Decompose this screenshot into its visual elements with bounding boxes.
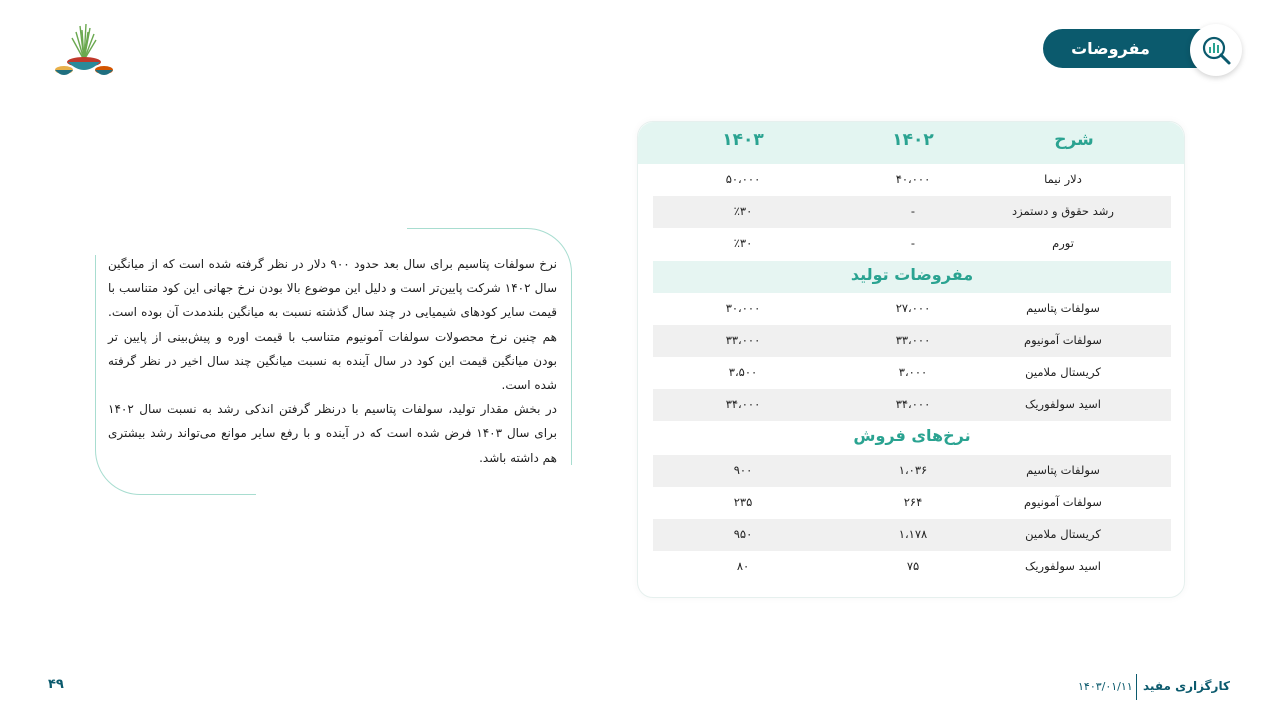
value-1403: ۲۳۵ [733, 495, 753, 509]
table-row [653, 325, 1171, 357]
table-row [653, 389, 1171, 421]
value-1403: ٪۳۰ [733, 236, 753, 250]
value-1402: ۳،۰۰۰ [898, 365, 928, 379]
data-search-icon [1190, 24, 1242, 76]
row-label: دلار نیما [1044, 172, 1082, 186]
assumptions-table [637, 121, 1185, 598]
value-1402: ۷۵ [906, 559, 920, 573]
value-1403: ۵۰،۰۰۰ [725, 172, 761, 186]
production-section-title: مفروضات تولید [850, 265, 974, 284]
header-label: شرح [1054, 130, 1094, 150]
paragraph-production: در بخش مقدار تولید، سولفات پتاسیم با درنظر گرفتن اندکی رشد به نسبت سال ۱۴۰۲ برای سال ۱۴۰۳ فرض شده است که در آینده و با رفع سایر موانع می‌تواند رشد بیشتری هم داشته باشد. [108, 402, 557, 465]
table-row [653, 357, 1171, 389]
table-row [653, 455, 1171, 487]
row-label: اسید سولفوریک [1025, 559, 1101, 573]
table-row [653, 519, 1171, 551]
row-label: سولفات آمونیوم [1024, 495, 1102, 509]
sabzeh-decoration-icon [52, 20, 116, 82]
value-1403: ۹۰۰ [733, 463, 753, 477]
value-1402: ۴۰،۰۰۰ [895, 172, 931, 186]
value-1403: ۳۳،۰۰۰ [725, 333, 761, 347]
row-label: کریستال ملامین [1025, 365, 1101, 379]
sales-section-title: نرخ‌های فروش [853, 426, 971, 445]
table-row [653, 293, 1171, 325]
footer-date: ۱۴۰۳/۰۱/۱۱ [1078, 680, 1133, 693]
brand-name: کارگزاری مفید [1143, 679, 1230, 693]
section-row [653, 261, 1171, 293]
value-1402: ۲۶۴ [903, 495, 923, 509]
footer-divider [1136, 674, 1137, 700]
table-row [653, 551, 1171, 583]
row-label: سولفات پتاسیم [1026, 463, 1100, 477]
row-label: اسید سولفوریک [1025, 397, 1101, 411]
value-1402: ۲۷،۰۰۰ [895, 301, 931, 315]
row-label: سولفات پتاسیم [1026, 301, 1100, 315]
value-1402: - [910, 204, 916, 218]
value-1402: - [910, 236, 916, 250]
row-label: کریستال ملامین [1025, 527, 1101, 541]
value-1402: ۱،۱۷۸ [898, 527, 928, 541]
header-1402: ۱۴۰۲ [892, 130, 934, 150]
row-label: سولفات آمونیوم [1024, 333, 1102, 347]
row-label: رشد حقوق و دستمزد [1012, 204, 1114, 218]
value-1403: ۳۰،۰۰۰ [725, 301, 761, 315]
table-header [638, 122, 1184, 164]
assumptions-text [108, 252, 557, 470]
table-row [653, 196, 1171, 228]
value-1402: ۳۳،۰۰۰ [895, 333, 931, 347]
value-1403: ۹۵۰ [733, 527, 753, 541]
table-row [653, 164, 1171, 196]
paragraph-pricing: نرخ سولفات پتاسیم برای سال بعد حدود ۹۰۰ دلار در نظر گرفته شده است که از میانگین سال ۱۴۰۲ شرکت پایین‌تر است و دلیل این موضوع بالا بودن نرخ جهانی این کود متناسب با قیمت سایر کودهای شیمیایی در چند سال گذشته نسبت به میانگین بلندمدت آن بوده است. هم چنین نرخ محصولات سولفات آمونیوم متناسب با قیمت اوره و پیش‌بینی از پایین تر بودن میانگین قیمت این کود در سال آینده به نسبت میانگین چند سال اخیر در نظر گرفته شده است. [108, 257, 558, 393]
value-1403: ۳۴،۰۰۰ [725, 397, 761, 411]
section-row [653, 422, 1171, 452]
value-1402: ۱،۰۳۶ [898, 463, 928, 477]
page-title: مفروضات [1071, 39, 1150, 58]
table-row [653, 228, 1171, 260]
page-number: ۴۹ [48, 677, 64, 692]
value-1402: ۳۴،۰۰۰ [895, 397, 931, 411]
value-1403: ۳،۵۰۰ [728, 365, 758, 379]
header-1403: ۱۴۰۳ [722, 130, 764, 150]
value-1403: ۸۰ [736, 559, 750, 573]
row-label: تورم [1052, 236, 1074, 250]
table-row [653, 487, 1171, 519]
value-1403: ٪۳۰ [733, 204, 753, 218]
